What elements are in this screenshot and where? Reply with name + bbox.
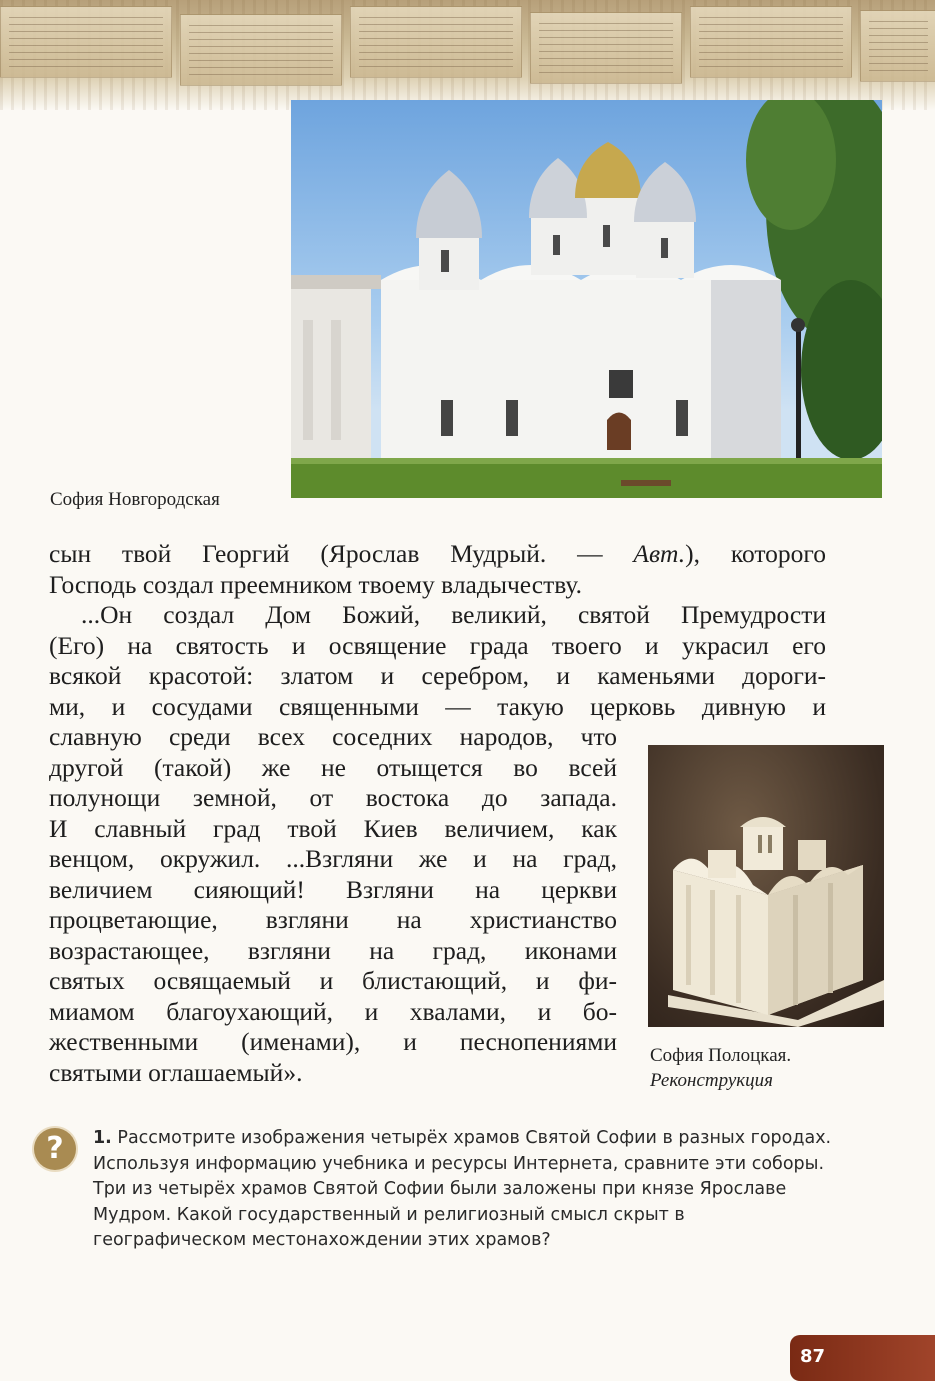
text-line: возрастающее, взгляни на град, иконами xyxy=(49,935,617,965)
text-line: ми, и сосудами священными — такую церковь дивную и xyxy=(49,691,826,721)
old-manuscript-image xyxy=(530,12,682,84)
old-manuscript-image xyxy=(350,6,522,78)
text-line: другой (такой) же не отыщется во всей xyxy=(49,752,617,782)
text-line: величием сияющий! Взгляни на церкви xyxy=(49,874,617,904)
text-line: (Его) на святость и освящение града твоего и украсил его xyxy=(49,630,826,660)
text-line: жественными (именами), и песнопениями xyxy=(49,1027,617,1056)
old-manuscript-image xyxy=(690,6,852,78)
paragraph-1 xyxy=(49,539,826,600)
text-line: процветающие, взгляни на христианство xyxy=(49,905,617,934)
page-number: 87 xyxy=(800,1346,826,1367)
text-line: Господь создал преемником твоему владычеству. xyxy=(49,569,582,599)
sophia-polotsk-model-photo xyxy=(648,745,884,1027)
text-line: ...Он создал Дом Божий, великий, святой Премудрости xyxy=(81,600,826,629)
caption-sophia-novgorod: София Новгородская xyxy=(50,489,220,510)
question-number: 1. xyxy=(93,1128,112,1148)
caption-reconstruction: Реконструкция xyxy=(650,1070,773,1091)
sophia-novgorod-photo xyxy=(291,100,882,498)
decorative-header-band xyxy=(0,0,935,110)
text-line: всякой красотой: златом и серебром, и каменьями дороги- xyxy=(49,661,826,690)
paragraph-2 xyxy=(49,600,826,722)
text-line: И славный град твой Киев величием, как xyxy=(49,813,617,843)
question-mark-icon: ? xyxy=(34,1128,76,1170)
old-manuscript-image xyxy=(180,14,342,86)
text-line: миамом благоухающий, и хвалами, и бо- xyxy=(49,996,617,1026)
old-manuscript-image xyxy=(860,10,935,82)
question-text: Рассмотрите изображения четырёх храмов Святой Софии в разных городах. Используя информацию учебника и ресурсы Интернета, сравните эти соборы. Три из четырёх храмов Святой Софии были заложены при князе Ярославе Мудром. Какой государственный и религиозный смысл скрыт в географическом местонахождении этих храмов? xyxy=(93,1128,832,1250)
caption-sophia-polotsk: София Полоцкая. xyxy=(650,1045,792,1066)
old-manuscript-image xyxy=(0,6,172,78)
paragraph-2-continued xyxy=(49,722,617,1088)
text-line: славную среди всех соседних народов, что xyxy=(49,722,617,751)
text-line: полунощи земной, от востока до запада. xyxy=(49,783,617,812)
question-block xyxy=(93,1126,833,1254)
text-line: святыми оглашаемый». xyxy=(49,1057,303,1087)
text-line: венцом, окружил. ...Взгляни же и на град, xyxy=(49,844,617,873)
text-line: сын твой Георгий (Ярослав Мудрый. — Авт.), которого xyxy=(49,539,826,568)
text-line: святых освящаемый и блистающий, и фи- xyxy=(49,966,617,995)
